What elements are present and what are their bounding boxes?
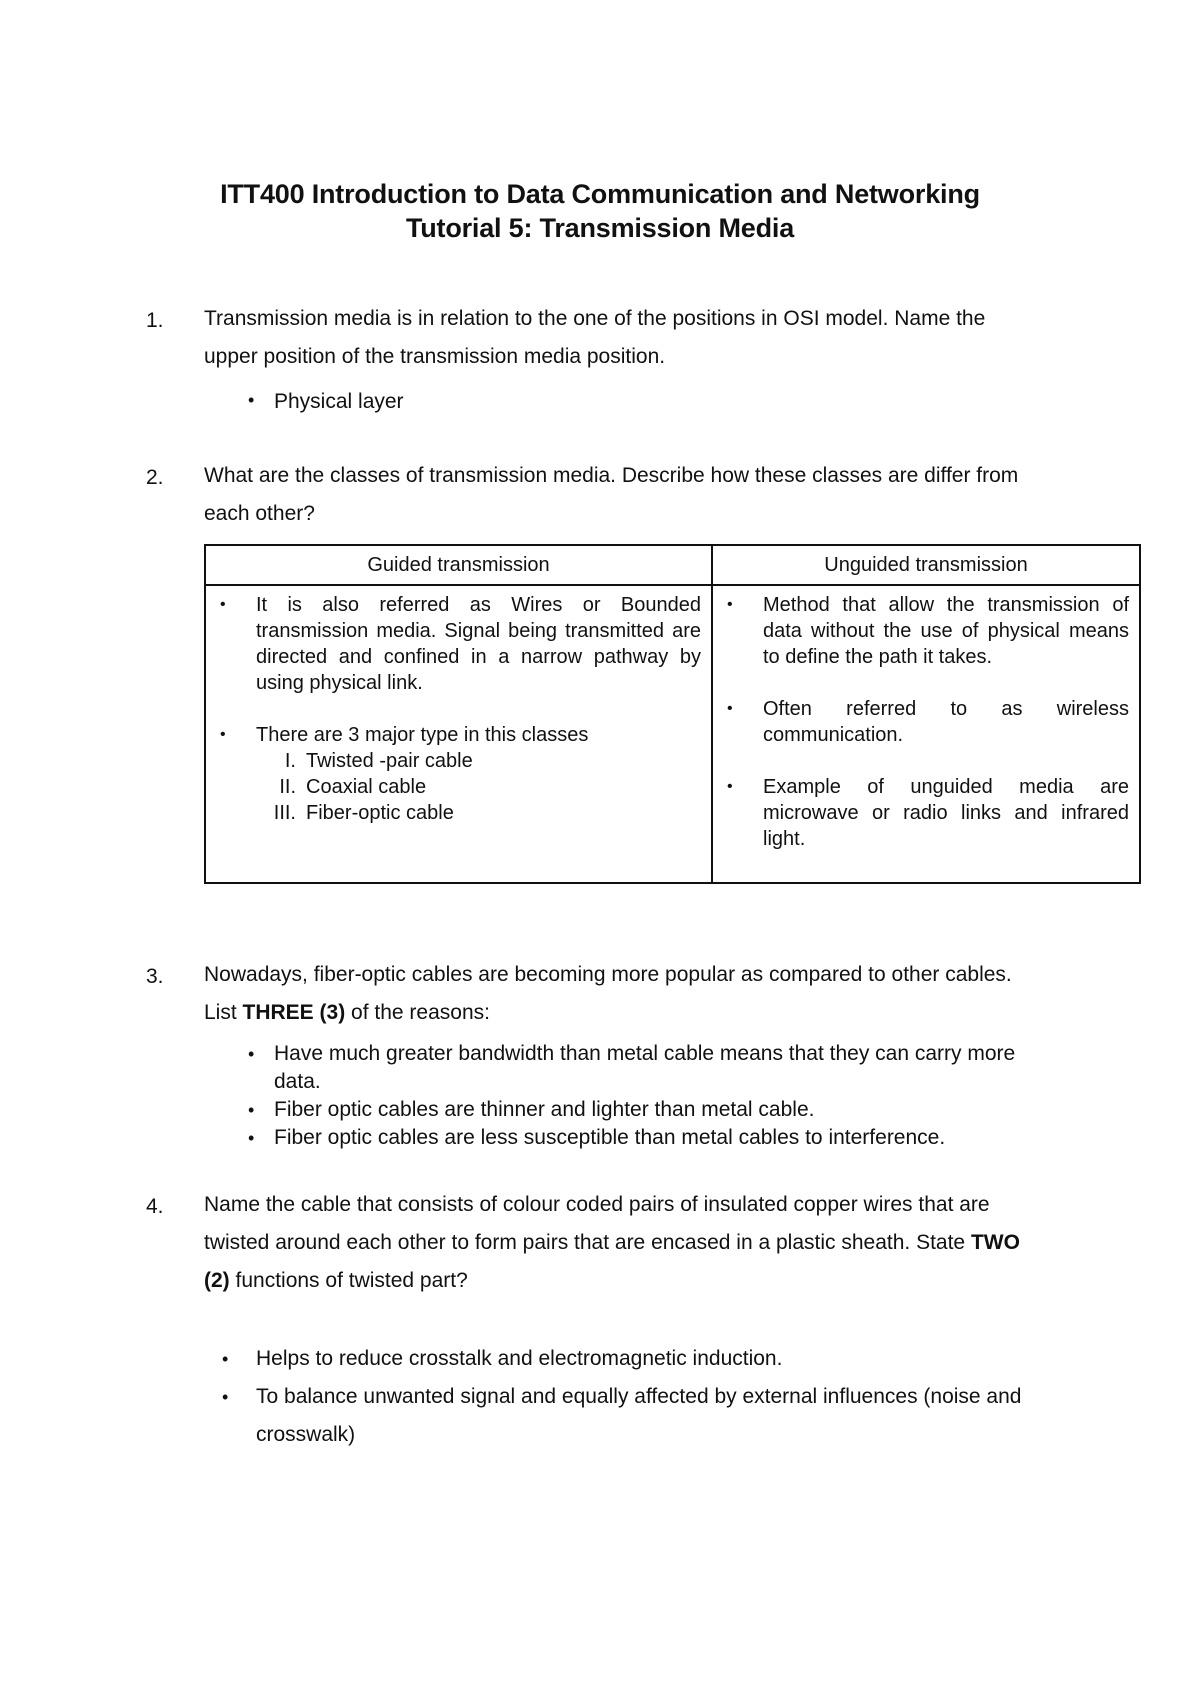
list-item: [256, 800, 701, 826]
answer-text: Physical layer: [274, 390, 404, 413]
table-header-row: [205, 545, 1140, 585]
cable-types-list: [256, 748, 701, 826]
roman-numeral: I.: [284, 750, 296, 772]
list-item: [222, 1340, 1021, 1378]
unguided-cell: [712, 585, 1140, 883]
question-3-line-1: Nowadays, fiber-optic cables are becoming more popular as compared to other cables.: [204, 963, 1012, 986]
cable-type-label: Fiber-optic cable: [306, 802, 454, 824]
bullet-icon: •: [248, 1128, 255, 1148]
answer-text: To balance unwanted signal and equally affected by external influences (noise and: [256, 1385, 1022, 1408]
list-item: [222, 1378, 1021, 1454]
unguided-points: [723, 592, 1129, 852]
question-2-text: [204, 457, 1064, 533]
table-row: [205, 585, 1140, 883]
question-1-line-2: upper position of the transmission media position.: [204, 345, 666, 368]
question-2-line-1: What are the classes of transmission media. Describe how these classes are differ from: [204, 464, 1019, 487]
bullet-icon: •: [727, 700, 733, 717]
answer-text-continued: crosswalk): [256, 1423, 356, 1446]
question-4-text: [204, 1186, 1064, 1300]
bullet-icon: •: [222, 1349, 229, 1369]
question-4-number: 4.: [146, 1195, 164, 1218]
question-3-number: 3.: [146, 965, 164, 988]
question-2-number: 2.: [146, 466, 164, 489]
question-4-count-word: TWO: [970, 1231, 1020, 1254]
unguided-point-1: Method that allow the transmission of data without the use of physical means to define the path it takes.: [763, 594, 1129, 668]
bullet-icon: •: [727, 596, 733, 613]
header-guided: Guided transmission: [205, 545, 712, 585]
question-4-prefix: twisted around each other to form pairs that are encased in a plastic sheath. State: [204, 1231, 971, 1254]
bullet-icon: •: [248, 390, 255, 410]
question-4-line-3: [204, 1262, 1064, 1300]
cable-type-label: Coaxial cable: [306, 776, 427, 798]
bullet-icon: •: [220, 726, 226, 743]
roman-numeral: II.: [279, 776, 296, 798]
unguided-point-3: Example of unguided media are microwave or radio links and infrared light.: [763, 776, 1129, 850]
answer-text: Fiber optic cables are less susceptible than metal cables to interference.: [274, 1126, 946, 1149]
question-1-answers: [244, 390, 404, 414]
transmission-media-table: [204, 544, 1141, 884]
question-1-text: [204, 300, 1064, 376]
answer-text: Fiber optic cables are thinner and lighter than metal cable.: [274, 1098, 815, 1121]
answer-text: Helps to reduce crosstalk and electromagnetic induction.: [256, 1347, 783, 1370]
question-3-line-2: [204, 994, 1064, 1032]
unguided-point-2: Often referred to as wireless communication.: [763, 698, 1129, 746]
list-item: [244, 1040, 1015, 1096]
guided-cell: [205, 585, 712, 883]
question-3-suffix: of the reasons:: [345, 1001, 490, 1024]
list-item: [244, 1096, 1015, 1124]
question-3-prefix: List: [204, 1001, 243, 1024]
question-3-text: [204, 956, 1064, 1032]
list-item: [244, 390, 404, 414]
list-item: [216, 592, 701, 696]
question-4-count-number: (2): [204, 1269, 230, 1292]
bullet-icon: •: [248, 1044, 255, 1064]
question-4-answers: [222, 1340, 1021, 1454]
answer-text-continued: data.: [274, 1070, 321, 1093]
list-item: [256, 774, 701, 800]
bullet-icon: •: [222, 1387, 229, 1407]
list-item: [723, 774, 1129, 852]
list-item: [256, 748, 701, 774]
guided-points: [216, 592, 701, 826]
question-3-count: THREE (3): [242, 1001, 346, 1024]
answer-text: Have much greater bandwidth than metal cable means that they can carry more: [274, 1042, 1016, 1065]
list-item: [723, 592, 1129, 670]
question-4-line-2: [204, 1224, 1064, 1262]
bullet-icon: •: [727, 778, 733, 795]
question-1-line-1: Transmission media is in relation to the one of the positions in OSI model. Name the: [204, 307, 986, 330]
roman-numeral: III.: [273, 802, 296, 824]
list-item: [244, 1124, 1015, 1152]
bullet-icon: •: [220, 596, 226, 613]
tutorial-title: Tutorial 5: Transmission Media: [405, 213, 795, 243]
question-1-number: 1.: [146, 309, 164, 332]
question-4-line-1: Name the cable that consists of colour coded pairs of insulated copper wires that are: [204, 1193, 990, 1216]
cable-type-label: Twisted -pair cable: [306, 750, 473, 772]
guided-point-2: There are 3 major type in this classes: [256, 724, 589, 746]
header-unguided: Unguided transmission: [712, 545, 1140, 585]
list-item: [216, 722, 701, 826]
question-3-answers: [244, 1040, 1015, 1152]
guided-point-1: It is also referred as Wires or Bounded transmission media. Signal being transmitted are directed and confined in a narrow pathway by using physical link.: [256, 594, 701, 694]
bullet-icon: •: [248, 1100, 255, 1120]
list-item: [723, 696, 1129, 748]
question-4-suffix: functions of twisted part?: [229, 1269, 468, 1292]
course-title: ITT400 Introduction to Data Communication and Networking: [220, 179, 980, 209]
question-2-line-2: each other?: [204, 502, 315, 525]
